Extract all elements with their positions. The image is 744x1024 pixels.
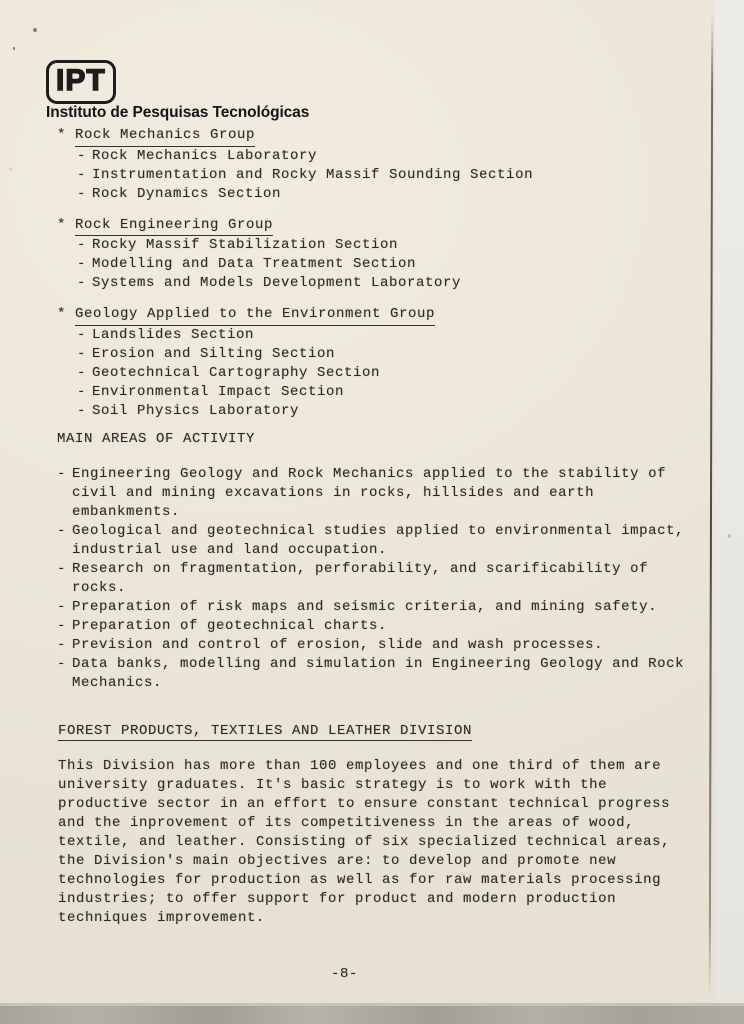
bullet-text: Preparation of risk maps and seismic criteria, and mining safety. (72, 599, 658, 615)
group-title-row (57, 216, 533, 237)
group-title: Rock Mechanics Group (75, 126, 255, 147)
scan-right-margin-band (715, 0, 744, 1004)
division-groups-list (57, 126, 533, 433)
dash-marker: - (77, 237, 87, 253)
list-item-label: Rock Mechanics Laboratory (92, 147, 318, 164)
forest-division-paragraph: This Division has more than 100 employees and one third of them are university graduates. It's basic strategy is to work with the productive sector in an effort to ensure constant technical progress and the inprovement of its competitiveness in the areas of wood, textile, and leather. Consisting of six specialized technical areas, the Division's main objectives are: to develop and promote new technologies for production as well as for raw materials processing industries; to offer support for product and modern production techniques improvement. (58, 758, 671, 926)
asterisk-marker: * (57, 306, 67, 322)
bullet-item (57, 465, 702, 522)
list-item (57, 364, 533, 383)
group-title-row (57, 305, 533, 326)
scan-artifact-speck (33, 28, 37, 32)
scan-artifact-speck (728, 534, 731, 538)
group-title: Rock Engineering Group (75, 216, 273, 237)
list-item (57, 383, 533, 402)
bullet-item (57, 560, 702, 598)
bullet-text: Research on fragmentation, perforability, and scarificability of rocks. (72, 561, 649, 596)
list-item (57, 274, 533, 293)
dash-marker: - (77, 256, 87, 272)
bullet-item (57, 598, 702, 617)
asterisk-marker: * (57, 127, 67, 143)
main-areas-bullet-list (57, 465, 702, 693)
bullet-item (57, 617, 702, 636)
dash-marker: - (57, 561, 67, 577)
list-item-label: Systems and Models Development Laboratory (92, 275, 462, 291)
scan-artifact-speck (9, 168, 12, 171)
scan-bottom-shadow-strip (0, 1003, 744, 1024)
bullet-text: Geological and geotechnical studies applied to environmental impact, industrial use and land occupation. (72, 523, 685, 558)
list-item-label: Landslides Section (92, 326, 255, 343)
list-item (57, 326, 533, 345)
list-item-label: Soil Physics Laboratory (92, 402, 300, 419)
dash-marker: - (57, 618, 67, 634)
list-item (57, 345, 533, 364)
group-rock-mechanics (57, 126, 533, 204)
forest-division-heading: FOREST PRODUCTS, TEXTILES AND LEATHER DIVISION (58, 723, 473, 739)
list-item-label: Rocky Massif Stabilization Section (92, 237, 399, 253)
list-item-label: Modelling and Data Treatment Section (92, 256, 417, 272)
list-item-label: Instrumentation and Rocky Massif Sounding Section (92, 166, 534, 183)
bullet-item (57, 636, 702, 655)
bullet-text: Engineering Geology and Rock Mechanics applied to the stability of civil and mining excavations in rocks, hillsides and earth embankments. (72, 466, 667, 520)
dash-marker: - (57, 656, 67, 672)
list-item (57, 236, 533, 255)
dash-marker: - (77, 402, 87, 419)
ipt-logo (46, 60, 116, 104)
group-title-row (57, 126, 533, 147)
bullet-text: Data banks, modelling and simulation in Engineering Geology and Rock Mechanics. (72, 656, 685, 691)
dash-marker: - (77, 326, 87, 343)
group-title: Geology Applied to the Environment Group (75, 305, 435, 326)
ipt-logo-text: IPT (56, 64, 106, 97)
list-item (57, 166, 533, 185)
bullet-text: Preparation of geotechnical charts. (72, 618, 388, 634)
scan-artifact-speck (13, 47, 15, 50)
bullet-item (57, 655, 702, 693)
dash-marker: - (77, 383, 87, 400)
list-item (57, 255, 533, 274)
list-item (57, 402, 533, 421)
dash-marker: - (77, 147, 87, 164)
dash-marker: - (77, 364, 87, 381)
list-item-label: Rock Dynamics Section (92, 185, 282, 202)
dash-marker: - (77, 185, 87, 202)
list-item-label: Erosion and Silting Section (92, 345, 336, 362)
dash-marker: - (77, 345, 87, 362)
bullet-item (57, 522, 702, 560)
dash-marker: - (77, 166, 87, 183)
group-rock-engineering (57, 216, 533, 294)
dash-marker: - (77, 275, 87, 291)
dash-marker: - (57, 599, 67, 615)
list-item-label: Geotechnical Cartography Section (92, 364, 381, 381)
list-item-label: Environmental Impact Section (92, 383, 345, 400)
dash-marker: - (57, 637, 67, 653)
main-areas-heading: MAIN AREAS OF ACTIVITY (57, 431, 256, 447)
list-item (57, 185, 533, 204)
scan-page-bottom-edge (0, 1003, 744, 1006)
list-item (57, 147, 533, 166)
dash-marker: - (57, 466, 67, 482)
page-number: -8- (331, 966, 359, 982)
dash-marker: - (57, 523, 67, 539)
bullet-text: Prevision and control of erosion, slide and wash processes. (72, 637, 604, 653)
group-geology-environment (57, 305, 533, 421)
organization-name: Instituto de Pesquisas Tecnológicas (46, 104, 310, 121)
asterisk-marker: * (57, 216, 67, 233)
forest-division-heading-row (58, 721, 472, 741)
